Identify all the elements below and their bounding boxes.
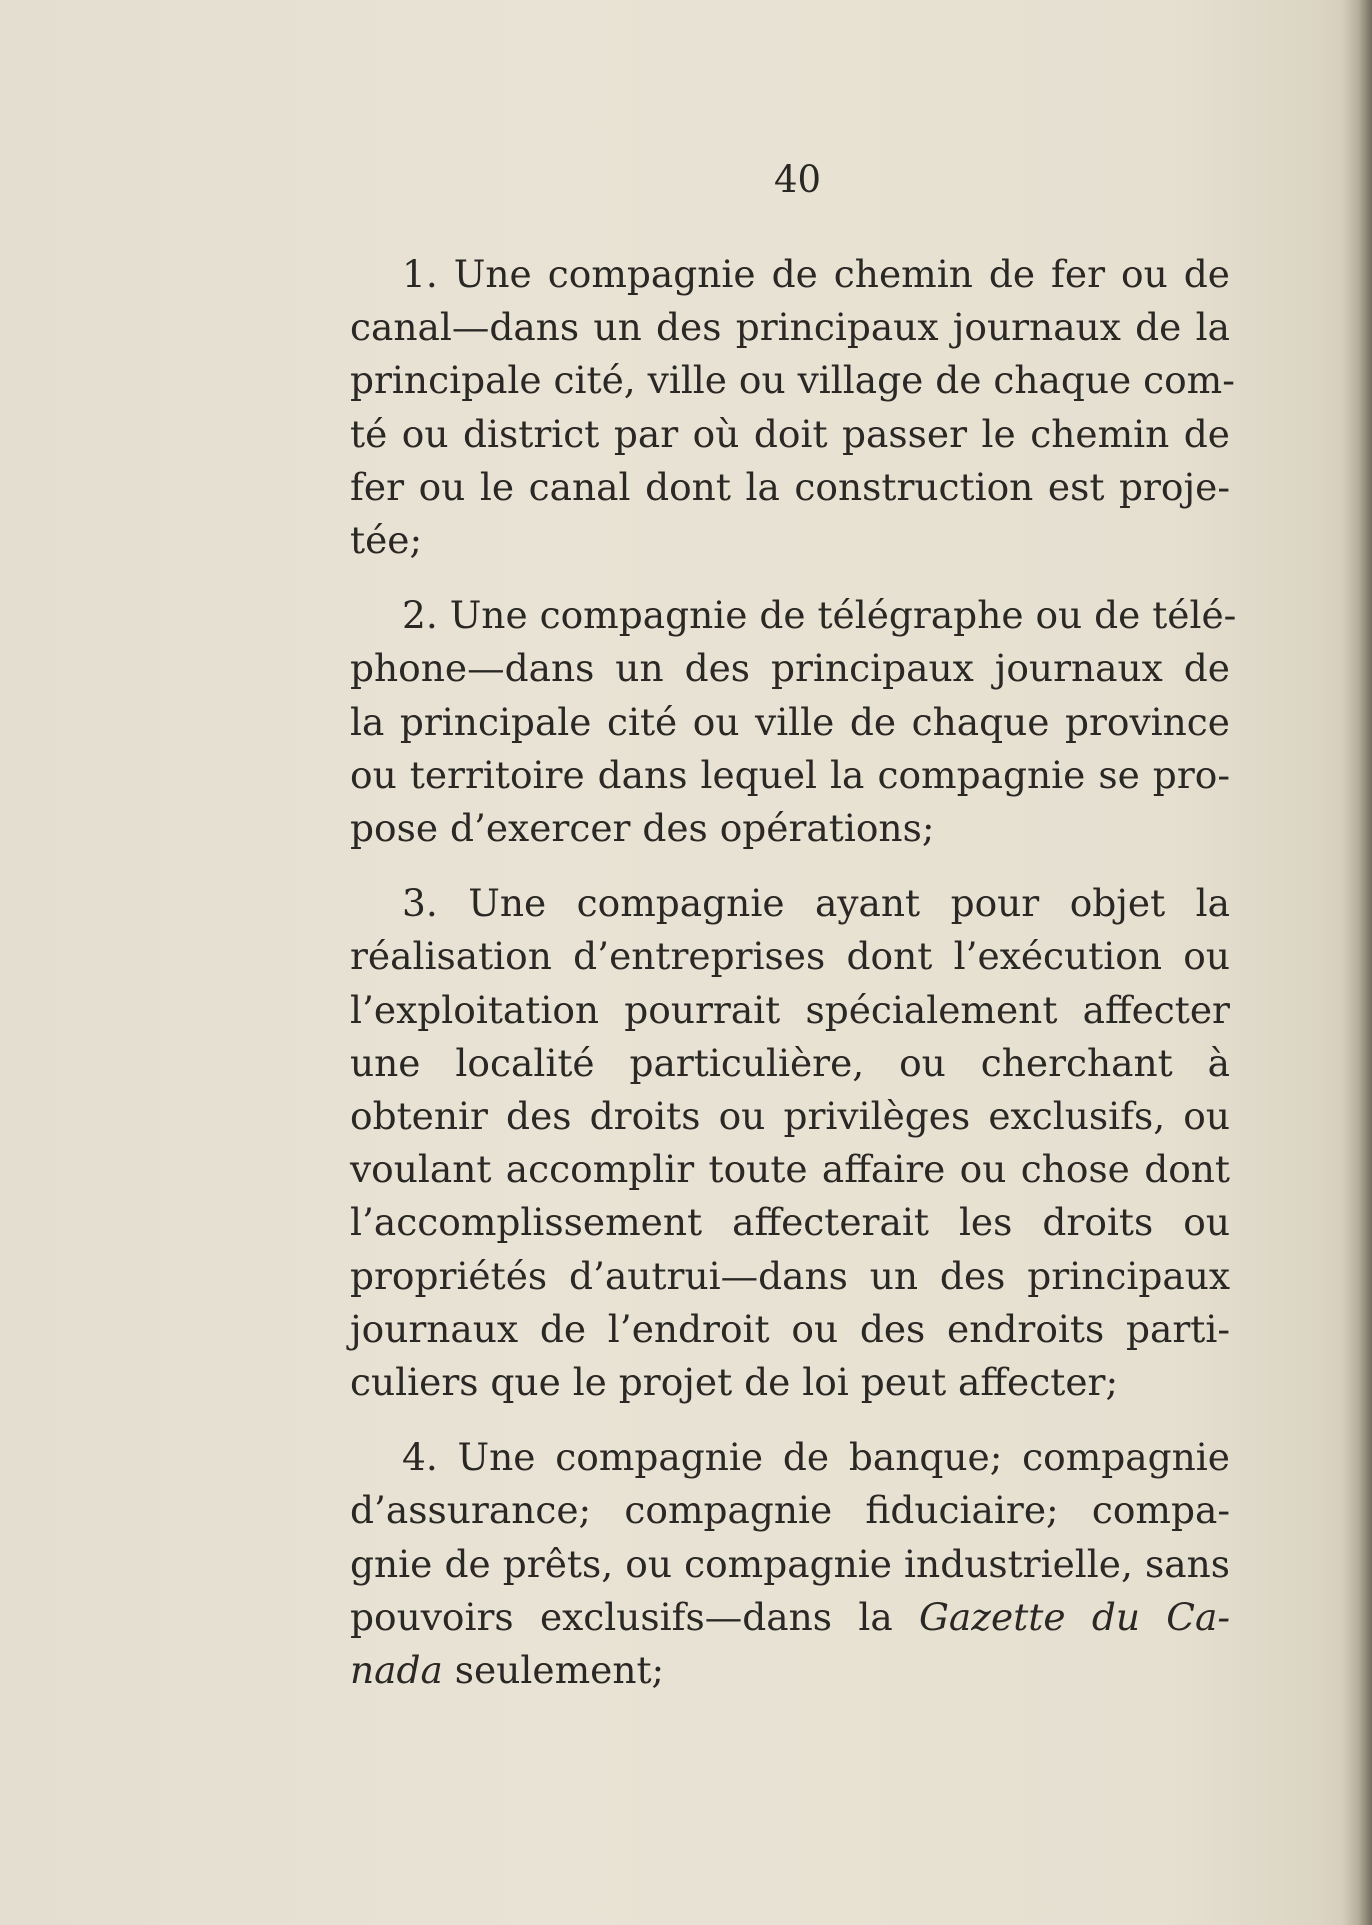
- text-line: pose d’exercer des opérations;: [350, 806, 935, 851]
- text-line: d’assurance; compagnie fiduciaire; compa-: [350, 1488, 1230, 1533]
- text-line: gnie de prêts, ou compagnie industrielle, sans: [350, 1541, 1230, 1586]
- text-line: propriétés d’autrui—dans un des principaux: [350, 1253, 1230, 1298]
- paragraph-4: [350, 1431, 1230, 1697]
- text-line: [350, 1644, 1230, 1697]
- text-run: pouvoirs exclusifs—dans la: [350, 1594, 893, 1639]
- text-line: l’accomplissement affecterait les droits ou: [350, 1200, 1230, 1245]
- text-line: voulant accomplir toute affaire ou chose dont: [350, 1147, 1230, 1192]
- paragraph-2: [350, 589, 1237, 855]
- text-line: canal—dans un des principaux journaux de la: [350, 305, 1230, 350]
- text-line: 4. Une compagnie de banque; compagnie: [402, 1435, 1230, 1480]
- text-line: principale cité, ville ou village de chaque com-: [350, 358, 1235, 403]
- text-line: une localité particulière, ou cherchant à: [350, 1040, 1230, 1085]
- page-number: 40: [773, 158, 822, 201]
- text-line: réalisation d’entreprises dont l’exécution ou: [350, 934, 1230, 979]
- text-line: 3. Une compagnie ayant pour objet la: [402, 881, 1230, 926]
- text-line: té ou district par où doit passer le chemin de: [350, 411, 1230, 456]
- text-line: tée;: [350, 518, 423, 563]
- italic-title: nada: [350, 1648, 443, 1693]
- text-line: phone—dans un des principaux journaux de: [350, 646, 1230, 691]
- text-line: obtenir des droits ou privilèges exclusifs, ou: [350, 1094, 1230, 1139]
- text-line: 2. Une compagnie de télégraphe ou de télé-: [402, 593, 1237, 638]
- body-text: [350, 248, 1237, 1697]
- text-line: ou territoire dans lequel la compagnie se pro-: [350, 752, 1230, 797]
- text-line: fer ou le canal dont la construction est proje-: [350, 464, 1230, 509]
- page-edge-shadow: [1342, 0, 1372, 1925]
- paragraph-1: [350, 248, 1235, 567]
- text-line: l’exploitation pourrait spécialement affecter: [350, 987, 1230, 1032]
- italic-title: Gazette du Ca-: [918, 1594, 1230, 1639]
- text-line: culiers que le projet de loi peut affecter;: [350, 1360, 1119, 1405]
- text-line: [350, 1591, 1230, 1644]
- text-line: 1. Une compagnie de chemin de fer ou de: [402, 252, 1230, 296]
- text-line: journaux de l’endroit ou des endroits parti-: [350, 1306, 1230, 1351]
- text-line: la principale cité ou ville de chaque province: [350, 699, 1230, 744]
- text-run: seulement;: [454, 1648, 665, 1693]
- paragraph-3: [350, 877, 1230, 1409]
